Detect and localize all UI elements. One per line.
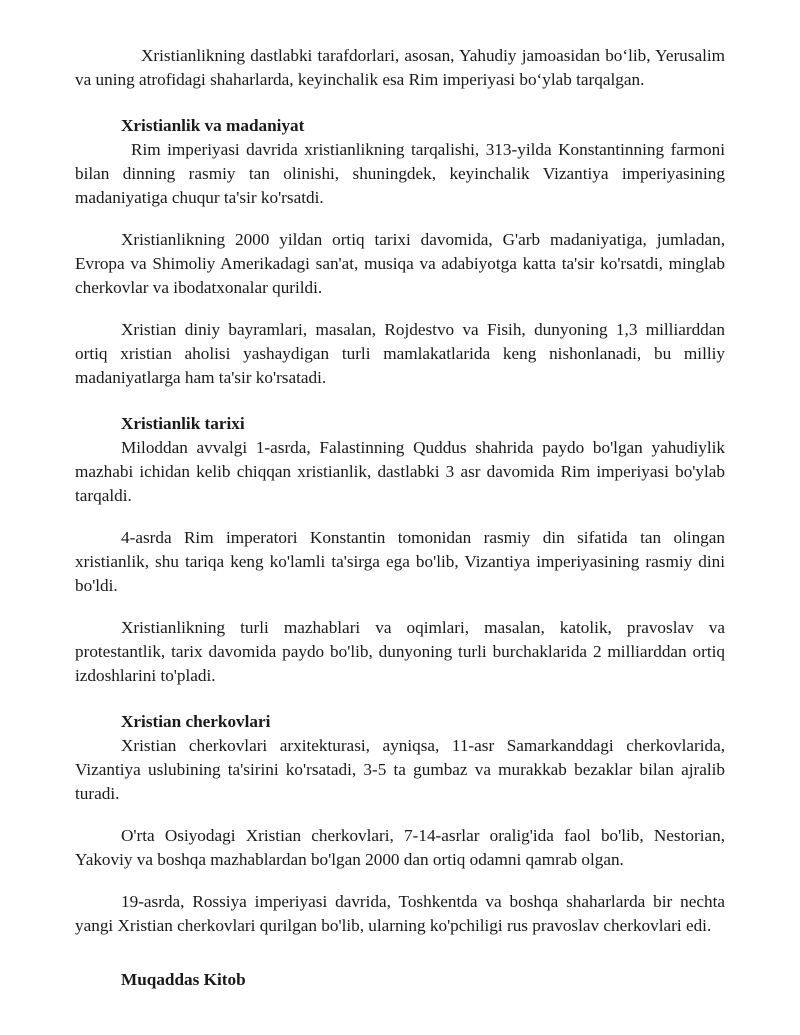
paragraph: Xristian diniy bayramlari, masalan, Rojdestvo va Fisih, dunyoning 1,3 milliarddan ortiq xristian aholisi yashaydigan turli mamlakatlarida keng nishonlanadi, bu milliy madaniyatlarga ham ta'sir ko'rsatadi. (75, 320, 725, 387)
paragraph: Miloddan avvalgi 1-asrda, Falastinning Quddus shahrida paydo bo'lgan yahudiylik mazhabi ichidan kelib chiqqan xristianlik, dastlabki 3 asr davomida Rim imperiyasi bo'ylab tarqaldi. (75, 438, 725, 505)
section-heading-bible: Muqaddas Kitob (121, 970, 246, 989)
section-heading-churches: Xristian cherkovlari (121, 712, 271, 731)
paragraph: 19-asrda, Rossiya imperiyasi davrida, Toshkentda va boshqa shaharlarda bir nechta yangi Xristian cherkovlari qurilgan bo'lib, ularning ko'pchiligi rus pravoslav cherkovlari edi. (75, 892, 725, 935)
paragraph: O'rta Osiyodagi Xristian cherkovlari, 7-14-asrlar oralig'ida faol bo'lib, Nestorian, Yakoviy va boshqa mazhablardan bo'lgan 2000 dan ortiq odamni qamrab olgan. (75, 826, 725, 869)
section-heading-history: Xristianlik tarixi (121, 414, 245, 433)
paragraph: Rim imperiyasi davrida xristianlikning tarqalishi, 313-yilda Konstantinning farmoni bilan dinning rasmiy tan olinishi, shuningdek, keyinchalik Vizantiya imperiyasining madaniyatiga chuqur ta'sir ko'rsatdi. (75, 140, 725, 207)
intro-paragraph: Xristianlikning dastlabki tarafdorlari, asosan, Yahudiy jamoasidan bo‘lib, Yerusalim va uning atrofidagi shaharlarda, keyinchalik esa Rim imperiyasi bo‘ylab tarqalgan. (75, 46, 725, 89)
paragraph: Xristian cherkovlari arxitekturasi, ayniqsa, 11-asr Samarkanddagi cherkovlarida, Vizantiya uslubining ta'sirini ko'rsatadi, 3-5 ta gumbaz va murakkab bezaklar bilan ajralib turadi. (75, 736, 725, 803)
document-body (75, 44, 725, 992)
section-heading-culture: Xristianlik va madaniyat (121, 116, 305, 135)
paragraph: Xristianlikning 2000 yildan ortiq tarixi davomida, G'arb madaniyatiga, jumladan, Evropa va Shimoliy Amerikadagi san'at, musiqa va adabiyotga katta ta'sir ko'rsatdi, minglab cherkovlar va ibodatxonalar qurildi. (75, 230, 725, 297)
paragraph: 4-asrda Rim imperatori Konstantin tomonidan rasmiy din sifatida tan olingan xristianlik, shu tariqa keng ko'lamli ta'sirga ega bo'lib, Vizantiya imperiyasining rasmiy dini bo'ldi. (75, 528, 725, 595)
paragraph: Xristianlikning turli mazhablari va oqimlari, masalan, katolik, pravoslav va protestantlik, tarix davomida paydo bo'lib, dunyoning turli burchaklarida 2 milliarddan ortiq izdoshlarini to'pladi. (75, 618, 725, 685)
